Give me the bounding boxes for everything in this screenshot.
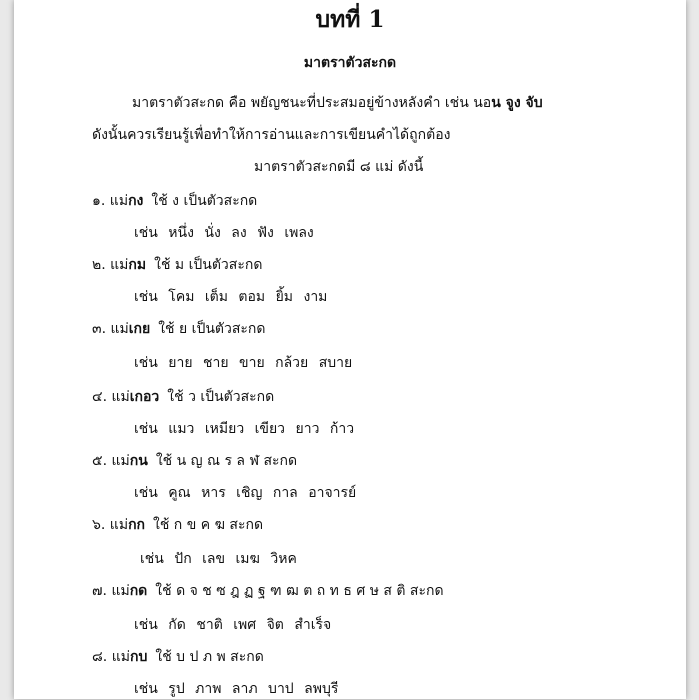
item-prefix: แม่ <box>111 583 130 599</box>
item-name: กบ <box>129 649 148 665</box>
item-rule: ใช้ น ญ ณ ร ล ฬ สะกด <box>155 453 298 469</box>
item-number: ๑. <box>92 193 106 209</box>
item-prefix: แม่ <box>109 193 129 209</box>
intro-line-2: ดังนั้นควรเรียนรู้เพื่อทำให้การอ่านและการเขียนคำได้ถูกต้อง <box>92 127 451 143</box>
item-rule: ใช้ บ ป ภ พ สะกด <box>155 649 264 665</box>
item-2 <box>92 254 262 276</box>
item-name: กก <box>128 517 146 533</box>
item-rule: ใช้ ก ข ค ฆ สะกด <box>153 517 264 533</box>
item-prefix: แม่ <box>110 321 129 337</box>
page-title: บทที่ 1 <box>315 6 385 33</box>
item-3 <box>92 318 266 340</box>
item-7 <box>92 580 444 602</box>
item-name: เกย <box>128 321 151 337</box>
item-name: กน <box>129 453 148 469</box>
item-prefix: แม่ <box>110 257 129 273</box>
item-name: กม <box>128 257 147 273</box>
item-8 <box>92 646 264 668</box>
item-number: ๔. <box>92 389 108 405</box>
item-rule: ใช้ ม เป็นตัวสะกด <box>154 257 263 273</box>
intro-line-1-bold: น จูง จับ <box>491 95 543 111</box>
item-1 <box>92 190 257 212</box>
item-prefix: แม่ <box>109 517 129 533</box>
item-7-example: เช่น กัด ชาติ เพศ จิต สำเร็จ <box>134 617 332 633</box>
item-rule: ใช้ ว เป็นตัวสะกด <box>167 389 275 405</box>
item-3-example: เช่น ยาย ชาย ขาย กล้วย สบาย <box>134 355 353 371</box>
intro-line-1 <box>132 92 543 114</box>
item-8-example: เช่น รูป ภาพ ลาภ บาป ลพบุรี <box>134 681 339 697</box>
item-6-example: เช่น ปัก เลข เมฆ วิหค <box>140 551 297 567</box>
item-name: กด <box>129 583 148 599</box>
item-4 <box>92 386 274 408</box>
item-5 <box>92 450 297 472</box>
item-rule: ใช้ ย เป็นตัวสะกด <box>158 321 266 337</box>
document-page <box>14 0 686 699</box>
item-6 <box>92 514 263 536</box>
item-4-example: เช่น แมว เหมียว เขียว ยาว ก้าว <box>134 421 355 437</box>
item-name: กง <box>128 193 144 209</box>
item-number: ๒. <box>92 257 106 273</box>
item-prefix: แม่ <box>111 389 130 405</box>
item-2-example: เช่น โคม เต็ม ตอม ยิ้ม งาม <box>134 289 328 305</box>
item-rule: ใช้ ด จ ช ซ ฎ ฏ ฐ ฑ ฒ ต ถ ท ธ ศ ษ ส ติ สะกด <box>155 583 444 599</box>
section-subtitle: มาตราตัวสะกด <box>303 55 397 71</box>
item-1-example: เช่น หนึ่ง นั่ง ลง ฟัง เพลง <box>134 225 314 241</box>
item-rule: ใช้ ง เป็นตัวสะกด <box>151 193 258 209</box>
item-number: ๘. <box>92 649 108 665</box>
item-5-example: เช่น คูณ หาร เชิญ กาล อาจารย์ <box>134 485 357 501</box>
intro-line-3: มาตราตัวสะกดมี ๘ แม่ ดังนี้ <box>254 159 424 175</box>
item-prefix: แม่ <box>111 453 130 469</box>
item-number: ๖. <box>92 517 106 533</box>
item-number: ๓. <box>92 321 107 337</box>
item-number: ๗. <box>92 583 107 599</box>
intro-line-1-text: มาตราตัวสะกด คือ พยัญชนะที่ประสมอยู่ข้างหลังคำ เช่น นอ <box>132 95 492 111</box>
item-number: ๕. <box>92 453 108 469</box>
item-prefix: แม่ <box>111 649 130 665</box>
item-name: เกอว <box>129 389 160 405</box>
